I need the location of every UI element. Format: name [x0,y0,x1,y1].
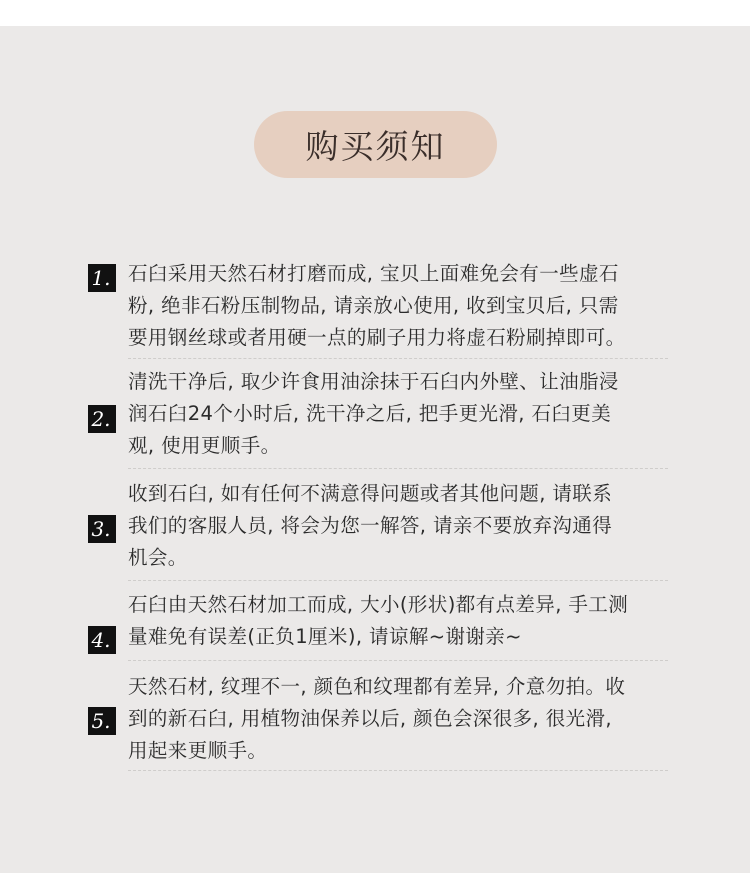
item-text: 收到石臼, 如有任何不满意得问题或者其他问题, 请联系 我们的客服人员, 将会为您一解答, 请亲不要放弃沟通得 机会。 [128,482,613,569]
notice-item-2 [88,366,678,466]
item-text: 石臼由天然石材加工而成, 大小(形状)都有点差异, 手工测 量难免有误差(正负1厘米), 请谅解~谢谢亲~ [128,593,629,648]
item-number-badge: 3. [88,515,116,543]
divider [128,660,668,661]
item-text: 清洗干净后, 取少许食用油涂抹于石臼内外壁、让油脂浸 润石臼24个小时后, 洗干净之后, 把手更光滑, 石臼更美 观, 使用更顺手。 [128,370,619,457]
item-text: 石臼采用天然石材打磨而成, 宝贝上面难免会有一些虚石 粉, 绝非石粉压制物品, 请亲放心使用, 收到宝贝后, 只需 要用钢丝球或者用硬一点的刷子用力将虚石粉刷掉即可。 [128,262,626,349]
notice-item-1 [88,258,678,358]
notice-item-4 [88,589,678,657]
item-number-badge: 2. [88,405,116,433]
notice-item-3 [88,478,678,578]
notice-item-5 [88,671,678,771]
item-number-badge: 5. [88,707,116,735]
item-number-badge: 4. [88,626,116,654]
divider [128,770,668,771]
item-number-badge: 1. [88,264,116,292]
page-title: 购买须知 [254,111,497,178]
divider [128,358,668,359]
divider [128,468,668,469]
divider [128,580,668,581]
item-text: 天然石材, 纹理不一, 颜色和纹理都有差异, 介意勿拍。收 到的新石臼, 用植物油保养以后, 颜色会深很多, 很光滑, 用起来更顺手。 [128,675,626,762]
